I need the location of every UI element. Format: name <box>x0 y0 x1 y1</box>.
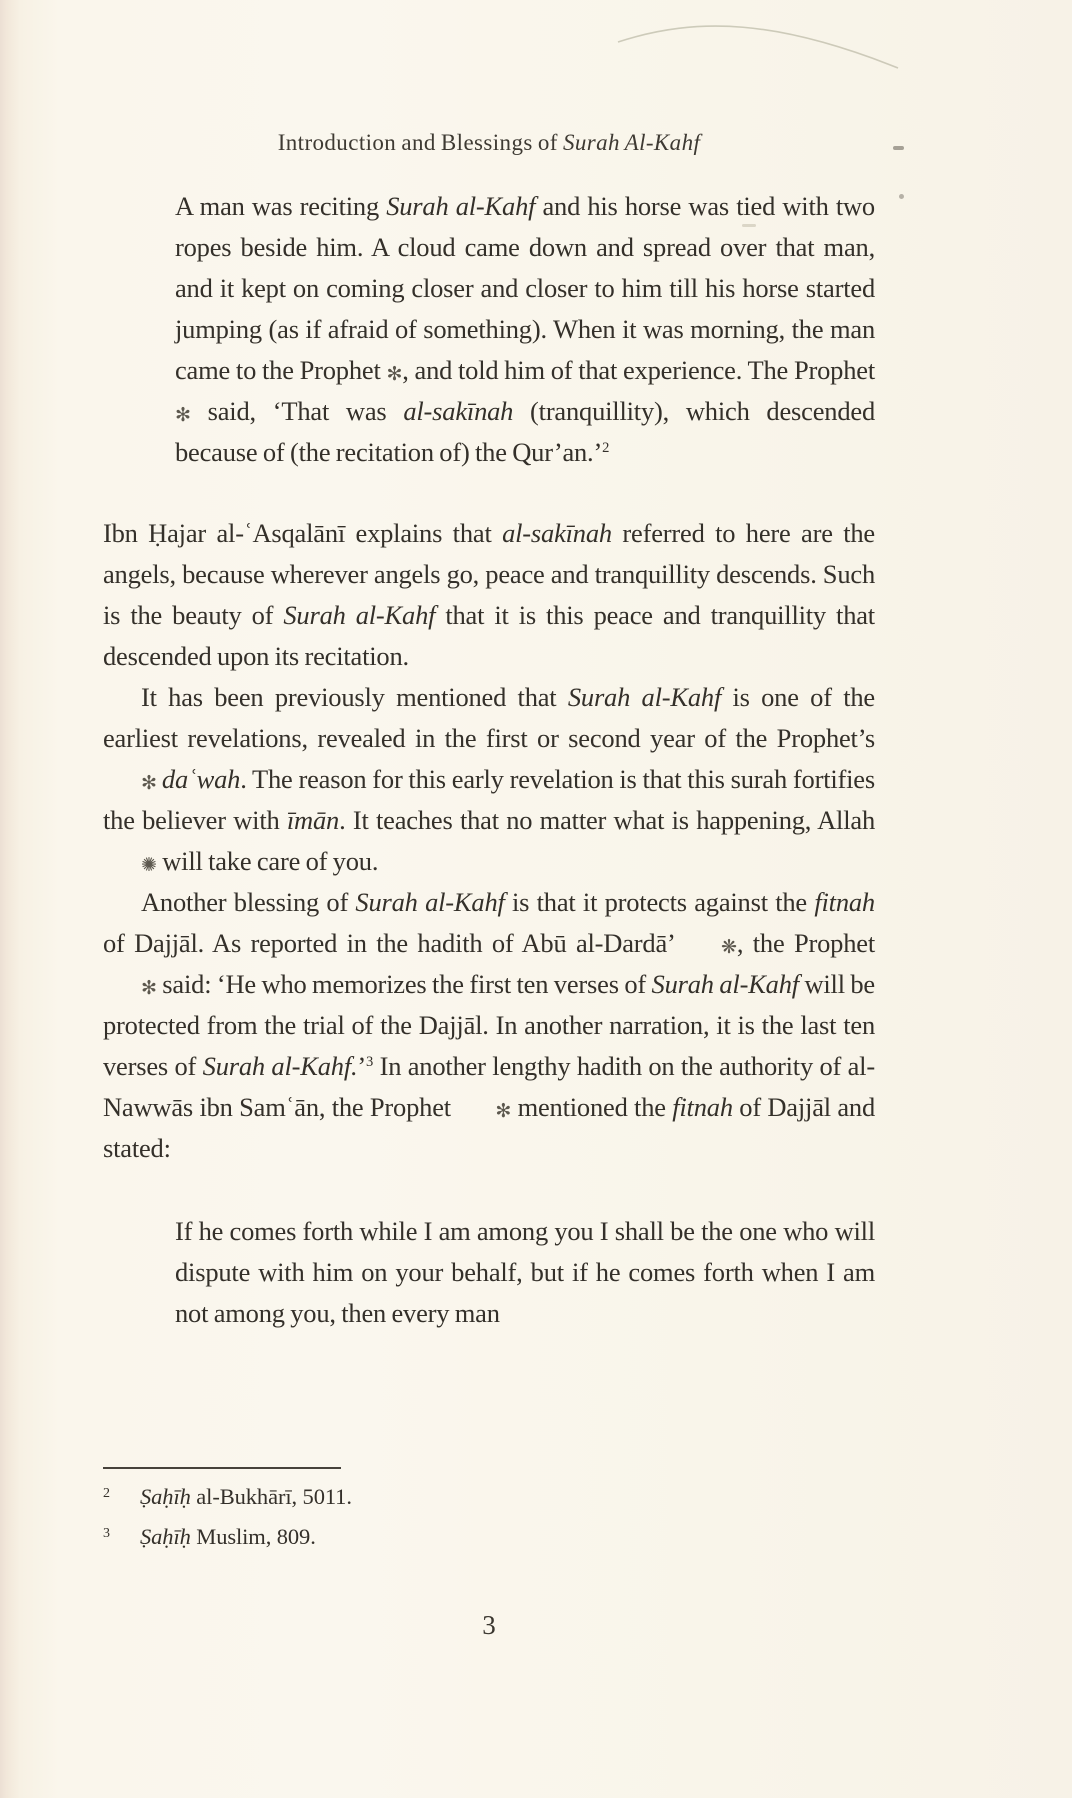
hadith-quote-block: A man was reciting Surah al-Kahf and his horse was tied with two ropes beside him. A cloud came down and spread over that man, and it kept on coming closer and closer to him till his horse started jumping (as if afraid of something). When it was morning, the man came to the Prophet ✻, and told him of that experience. The Prophet ✻ said, ‘That was al-sakīnah (tranquillity), which descended because of (the recitation of) the Qur’an.’$^2$ <box>175 186 875 473</box>
footnote-text: Ṣaḥīḥ Muslim, 809. <box>140 1524 316 1549</box>
footnote-item <box>103 1479 875 1519</box>
ra-symbol <box>683 944 737 947</box>
text-column <box>103 0 875 1334</box>
pbuh-symbol <box>175 412 191 415</box>
footnotes <box>103 1467 875 1559</box>
body-paragraph: It has been previously mentioned that Surah al-Kahf is one of the earliest revelations, revealed in the first or second year of the Prophet’s ✻ daʿwah. The reason for this early revelation is that this surah fortifies the believer with īmān. It teaches that no matter what is happening, Allah ✺ will take care of you. <box>103 677 875 882</box>
pbuh-symbol <box>103 985 157 988</box>
hadith-quote-block: If he comes forth while I am among you I shall be the one who will dispute with him on your behalf, but if he comes forth when I am not among you, then every man <box>175 1216 875 1328</box>
body-paragraph: Ibn Ḥajar al-ʿAsqalānī explains that al-sakīnah referred to here are the angels, because wherever angels go, peace and tranquillity descends. Such is the beauty of Surah al-Kahf that it is this peace and tranquillity that descended upon its recitation. <box>103 518 875 671</box>
pbuh-symbol <box>457 1108 511 1111</box>
footnote-reference: 3 <box>366 1054 374 1070</box>
running-header: Introduction and Blessings of Surah Al-Kahf <box>277 130 701 155</box>
pbuh-symbol <box>386 371 402 374</box>
footnote-divider <box>103 1467 341 1469</box>
footnote-reference: 2 <box>602 440 610 456</box>
scan-speck <box>899 194 904 199</box>
footnote-marker: 3 <box>103 1526 110 1541</box>
footnote-item <box>103 1519 875 1559</box>
pbuh-symbol <box>103 780 157 783</box>
page-number: 3 <box>482 1610 496 1640</box>
body-paragraph: Another blessing of Surah al-Kahf is that it protects against the fitnah of Dajjāl. As reported in the hadith of Abū al-Dardā’ ❋, the Prophet ✻ said: ‘He who memorizes the first ten verses of Surah al-Kahf will be protected from the trial of the Dajjāl. In another narration, it is the last ten verses of Surah al-Kahf.’$^3$ In another lengthy hadith on the authority of al-Nawwās ibn Samʿān, the Prophet ✻ mentioned the fitnah of Dajjāl and stated: <box>103 882 875 1169</box>
body-text <box>103 513 875 1169</box>
footnote-marker: 2 <box>103 1486 110 1501</box>
swt-symbol <box>103 862 157 865</box>
footnote-text: Ṣaḥīḥ al-Bukhārī, 5011. <box>140 1484 352 1509</box>
scan-speck <box>893 146 904 150</box>
